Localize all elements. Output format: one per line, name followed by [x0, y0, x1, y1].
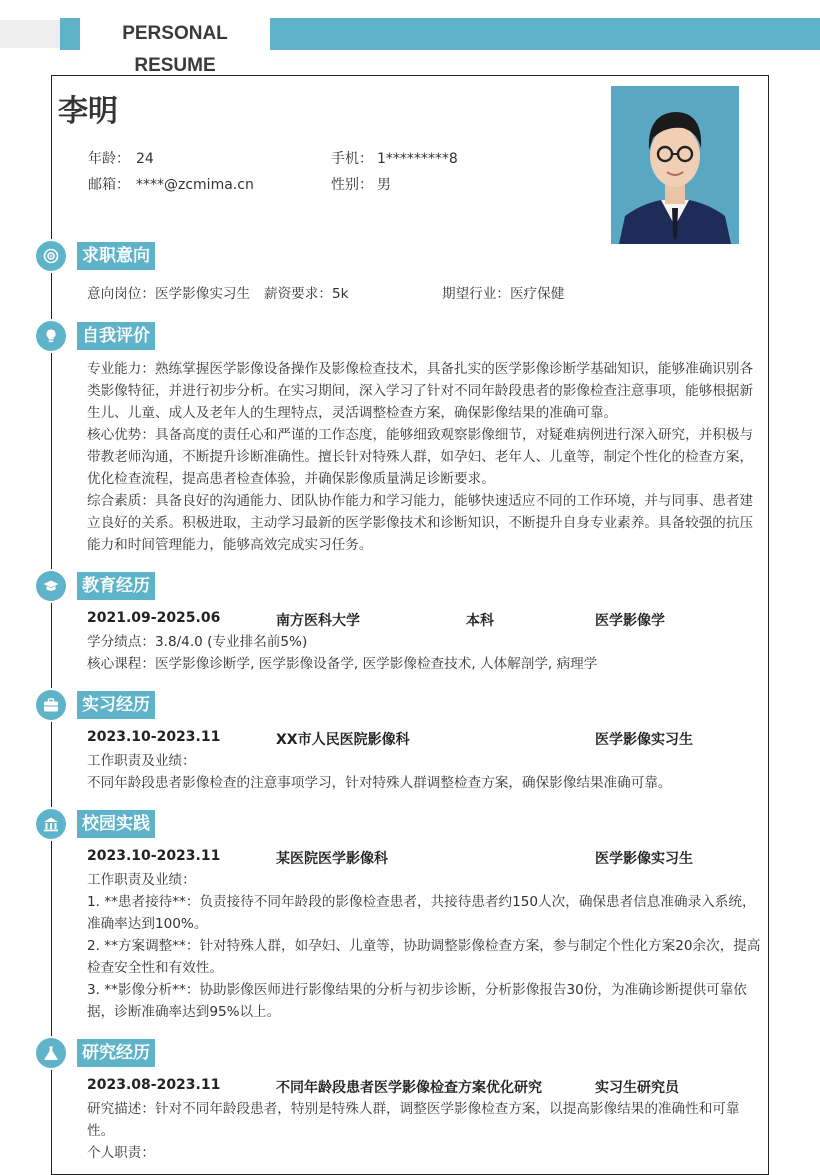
- target-icon: [36, 241, 66, 271]
- self-paragraph-1: 专业能力：熟练掌握医学影像设备操作及影像检查技术，具备扎实的医学影像诊断学基础知识，能够准确识别各类影像特征，并进行初步分析。在实习期间，深入学习了针对不同年龄段患者的影像检查注意事项，能够根据新生儿、儿童、成人及老年人的生理特点，灵活调整检查方案，确保影像结果的准确可靠。: [87, 361, 754, 421]
- profile-name: 李明: [58, 94, 118, 129]
- campus-duty-label: 工作职责及业绩：: [87, 872, 196, 888]
- edu-degree: 本科: [466, 613, 494, 629]
- phone-value: 1*********8: [377, 151, 458, 167]
- section-title-intent: 求职意向: [77, 242, 155, 270]
- section-title-self: 自我评价: [77, 322, 155, 350]
- email-label: 邮箱：: [88, 177, 130, 193]
- edu-gpa: 学分绩点：3.8/4.0 (专业排名前5%): [87, 634, 308, 650]
- research-role: 实习生研究员: [595, 1080, 679, 1096]
- intent-salary: 薪资要求：5k: [264, 286, 349, 302]
- age-field: [88, 148, 154, 168]
- intern-org: XX市人民医院影像科: [276, 732, 410, 748]
- section-title-campus: 校园实践: [77, 810, 155, 838]
- age-value: 24: [136, 151, 154, 167]
- campus-item-2: 2. **方案调整**：针对特殊人群，如孕妇、儿童等，协助调整影像检查方案，参与制定个性化方案20余次，提高检查安全性和有效性。: [87, 938, 761, 976]
- header-title: PERSONAL RESUME: [80, 18, 270, 50]
- campus-item-1: 1. **患者接待**：负责接待不同年龄段的影像检查患者，共接待患者约150人次，确保患者信息准确录入系统，准确率达到100%。: [87, 894, 756, 932]
- intern-role: 医学影像实习生: [595, 732, 693, 748]
- section-title-edu: 教育经历: [77, 572, 155, 600]
- flask-icon: [36, 1038, 66, 1068]
- self-paragraph-2: 核心优势：具备高度的责任心和严谨的工作态度，能够细致观察影像细节，对疑难病例进行深入研究，并积极与带教老师沟通，不断提升诊断准确性。擅长针对特殊人群，如孕妇、老年人、儿童等，制定个性化的检查方案，优化检查流程，提高患者检查体验，并确保影像质量满足诊断要求。: [87, 427, 754, 487]
- gender-value: 男: [377, 177, 391, 193]
- campus-item-3: 3. **影像分析**：协助影像医师进行影像结果的分析与初步诊断，分析影像报告30份，为准确诊断提供可靠依据，诊断准确率达到95%以上。: [87, 982, 747, 1020]
- intern-date: 2023.10-2023.11: [87, 729, 221, 745]
- graduation-cap-icon: [36, 571, 66, 601]
- section-title-intern: 实习经历: [77, 691, 155, 719]
- intern-duty-label: 工作职责及业绩：: [87, 753, 196, 769]
- header-accent-block: [60, 18, 80, 50]
- header-grey-block: [0, 20, 60, 48]
- research-description: 研究描述：针对不同年龄段患者，特别是特殊人群，调整医学影像检查方案，以提高影像结果的准确性和可靠性。: [87, 1101, 740, 1139]
- intern-duty: 不同年龄段患者影像检查的注意事项学习，针对特殊人群调整检查方案，确保影像结果准确可靠。: [87, 775, 672, 791]
- research-duty-label: 个人职责：: [87, 1145, 155, 1161]
- profile-photo: [611, 86, 739, 244]
- edu-date: 2021.09-2025.06: [87, 610, 221, 626]
- research-topic: 不同年龄段患者医学影像检查方案优化研究: [276, 1080, 542, 1096]
- age-label: 年龄：: [88, 151, 130, 167]
- research-date: 2023.08-2023.11: [87, 1077, 221, 1093]
- campus-building-icon: [36, 809, 66, 839]
- edu-courses: 核心课程：医学影像诊断学, 医学影像设备学, 医学影像检查技术, 人体解剖学, 病理学: [87, 656, 598, 672]
- email-value: ****@zcmima.cn: [136, 177, 254, 193]
- intent-position: 意向岗位：医学影像实习生: [87, 286, 251, 302]
- intent-industry: 期望行业：医疗保健: [442, 286, 565, 302]
- briefcase-icon: [36, 690, 66, 720]
- section-title-research: 研究经历: [77, 1039, 155, 1067]
- phone-field: [331, 148, 458, 168]
- campus-org: 某医院医学影像科: [276, 851, 388, 867]
- email-field: [88, 174, 254, 194]
- self-paragraph-3: 综合素质：具备良好的沟通能力、团队协作能力和学习能力，能够快速适应不同的工作环境，并与同事、患者建立良好的关系。积极进取，主动学习最新的医学影像技术和诊断知识，不断提升自身专业素养。具备较强的抗压能力和时间管理能力，能够高效完成实习任务。: [87, 493, 754, 553]
- header-bar: [0, 18, 820, 76]
- edu-major: 医学影像学: [595, 613, 665, 629]
- lightbulb-icon: [36, 321, 66, 351]
- campus-date: 2023.10-2023.11: [87, 848, 221, 864]
- header-accent-bar: [270, 18, 820, 50]
- gender-field: [331, 174, 391, 194]
- edu-school: 南方医科大学: [276, 613, 360, 629]
- phone-label: 手机：: [331, 151, 373, 167]
- campus-role: 医学影像实习生: [595, 851, 693, 867]
- gender-label: 性别：: [331, 177, 373, 193]
